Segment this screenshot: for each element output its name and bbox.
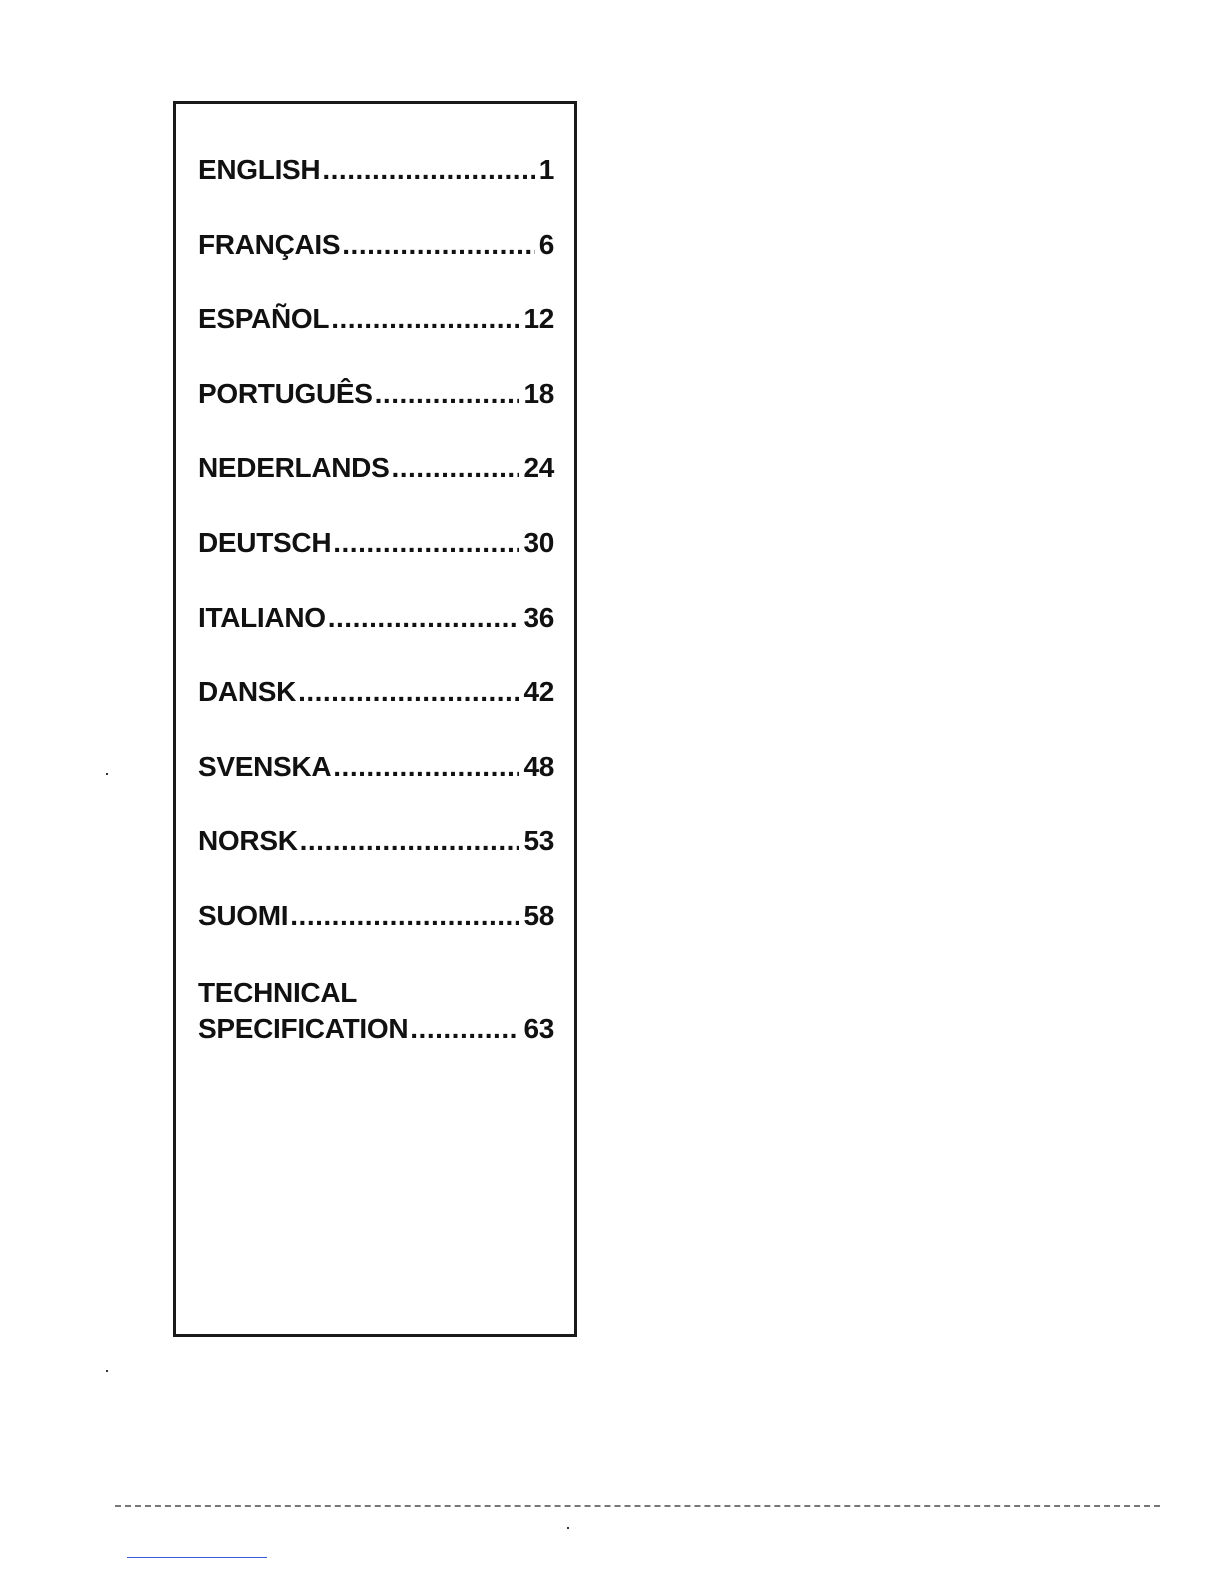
dot-leader [290,900,519,932]
toc-entry-page: 53 [523,825,554,857]
scan-speck [106,773,108,775]
toc-entry-dansk[interactable] [198,676,554,751]
scan-speck [106,1370,108,1372]
toc-entry-page: 42 [523,676,554,708]
toc-entry-page: 48 [523,750,554,782]
toc-entry-page: 36 [523,601,554,633]
toc-entry-espanol[interactable] [198,303,554,378]
scan-artifact-line [115,1505,1160,1507]
toc-entry-english[interactable] [198,154,554,229]
dot-leader [333,527,519,559]
toc-entry-norsk[interactable] [198,825,554,900]
dot-leader [300,825,520,857]
toc-entry-label: NEDERLANDS [198,452,390,484]
dot-leader [375,378,520,410]
toc-entry-label: ENGLISH [198,154,321,185]
dot-leader [333,751,519,783]
toc-list [198,154,554,1047]
dot-leader [322,154,534,186]
toc-entry-page: 63 [523,1012,554,1044]
dot-leader [342,229,534,261]
dot-leader [391,452,519,484]
toc-entry-suomi[interactable] [198,900,554,975]
toc-entry-label: NORSK [198,825,298,857]
toc-entry-technical-specification[interactable] [198,975,554,1047]
toc-entry-label-line2: SPECIFICATION [198,1012,409,1044]
toc-entry-line2 [198,1011,554,1047]
dot-leader [331,303,519,335]
toc-entry-label: ITALIANO [198,601,326,633]
toc-entry-label: SUOMI [198,899,289,931]
toc-entry-page: 1 [538,154,554,185]
table-of-contents-box [173,101,577,1337]
toc-entry-page: 12 [523,303,554,335]
toc-entry-page: 6 [538,228,554,260]
toc-entry-svenska[interactable] [198,751,554,826]
dot-leader [298,676,519,708]
toc-entry-label: PORTUGUÊS [198,377,373,409]
toc-entry-label: DEUTSCH [198,526,332,558]
toc-entry-page: 24 [523,452,554,484]
toc-entry-label: ESPAÑOL [198,303,330,335]
dot-leader [410,1011,519,1047]
scan-speck [567,1527,569,1529]
toc-entry-nederlands[interactable] [198,452,554,527]
dot-leader [328,602,520,634]
toc-entry-italiano[interactable] [198,602,554,677]
toc-entry-portugues[interactable] [198,378,554,453]
toc-entry-label-line1: TECHNICAL [198,976,358,1008]
toc-entry-page: 30 [523,526,554,558]
toc-entry-label: FRANÇAIS [198,228,341,260]
toc-entry-label: SVENSKA [198,750,332,782]
toc-entry-francais[interactable] [198,229,554,304]
toc-entry-deutsch[interactable] [198,527,554,602]
toc-entry-page: 58 [523,899,554,931]
toc-entry-label: DANSK [198,676,297,708]
toc-entry-page: 18 [523,377,554,409]
scan-artifact-underline [127,1557,267,1558]
